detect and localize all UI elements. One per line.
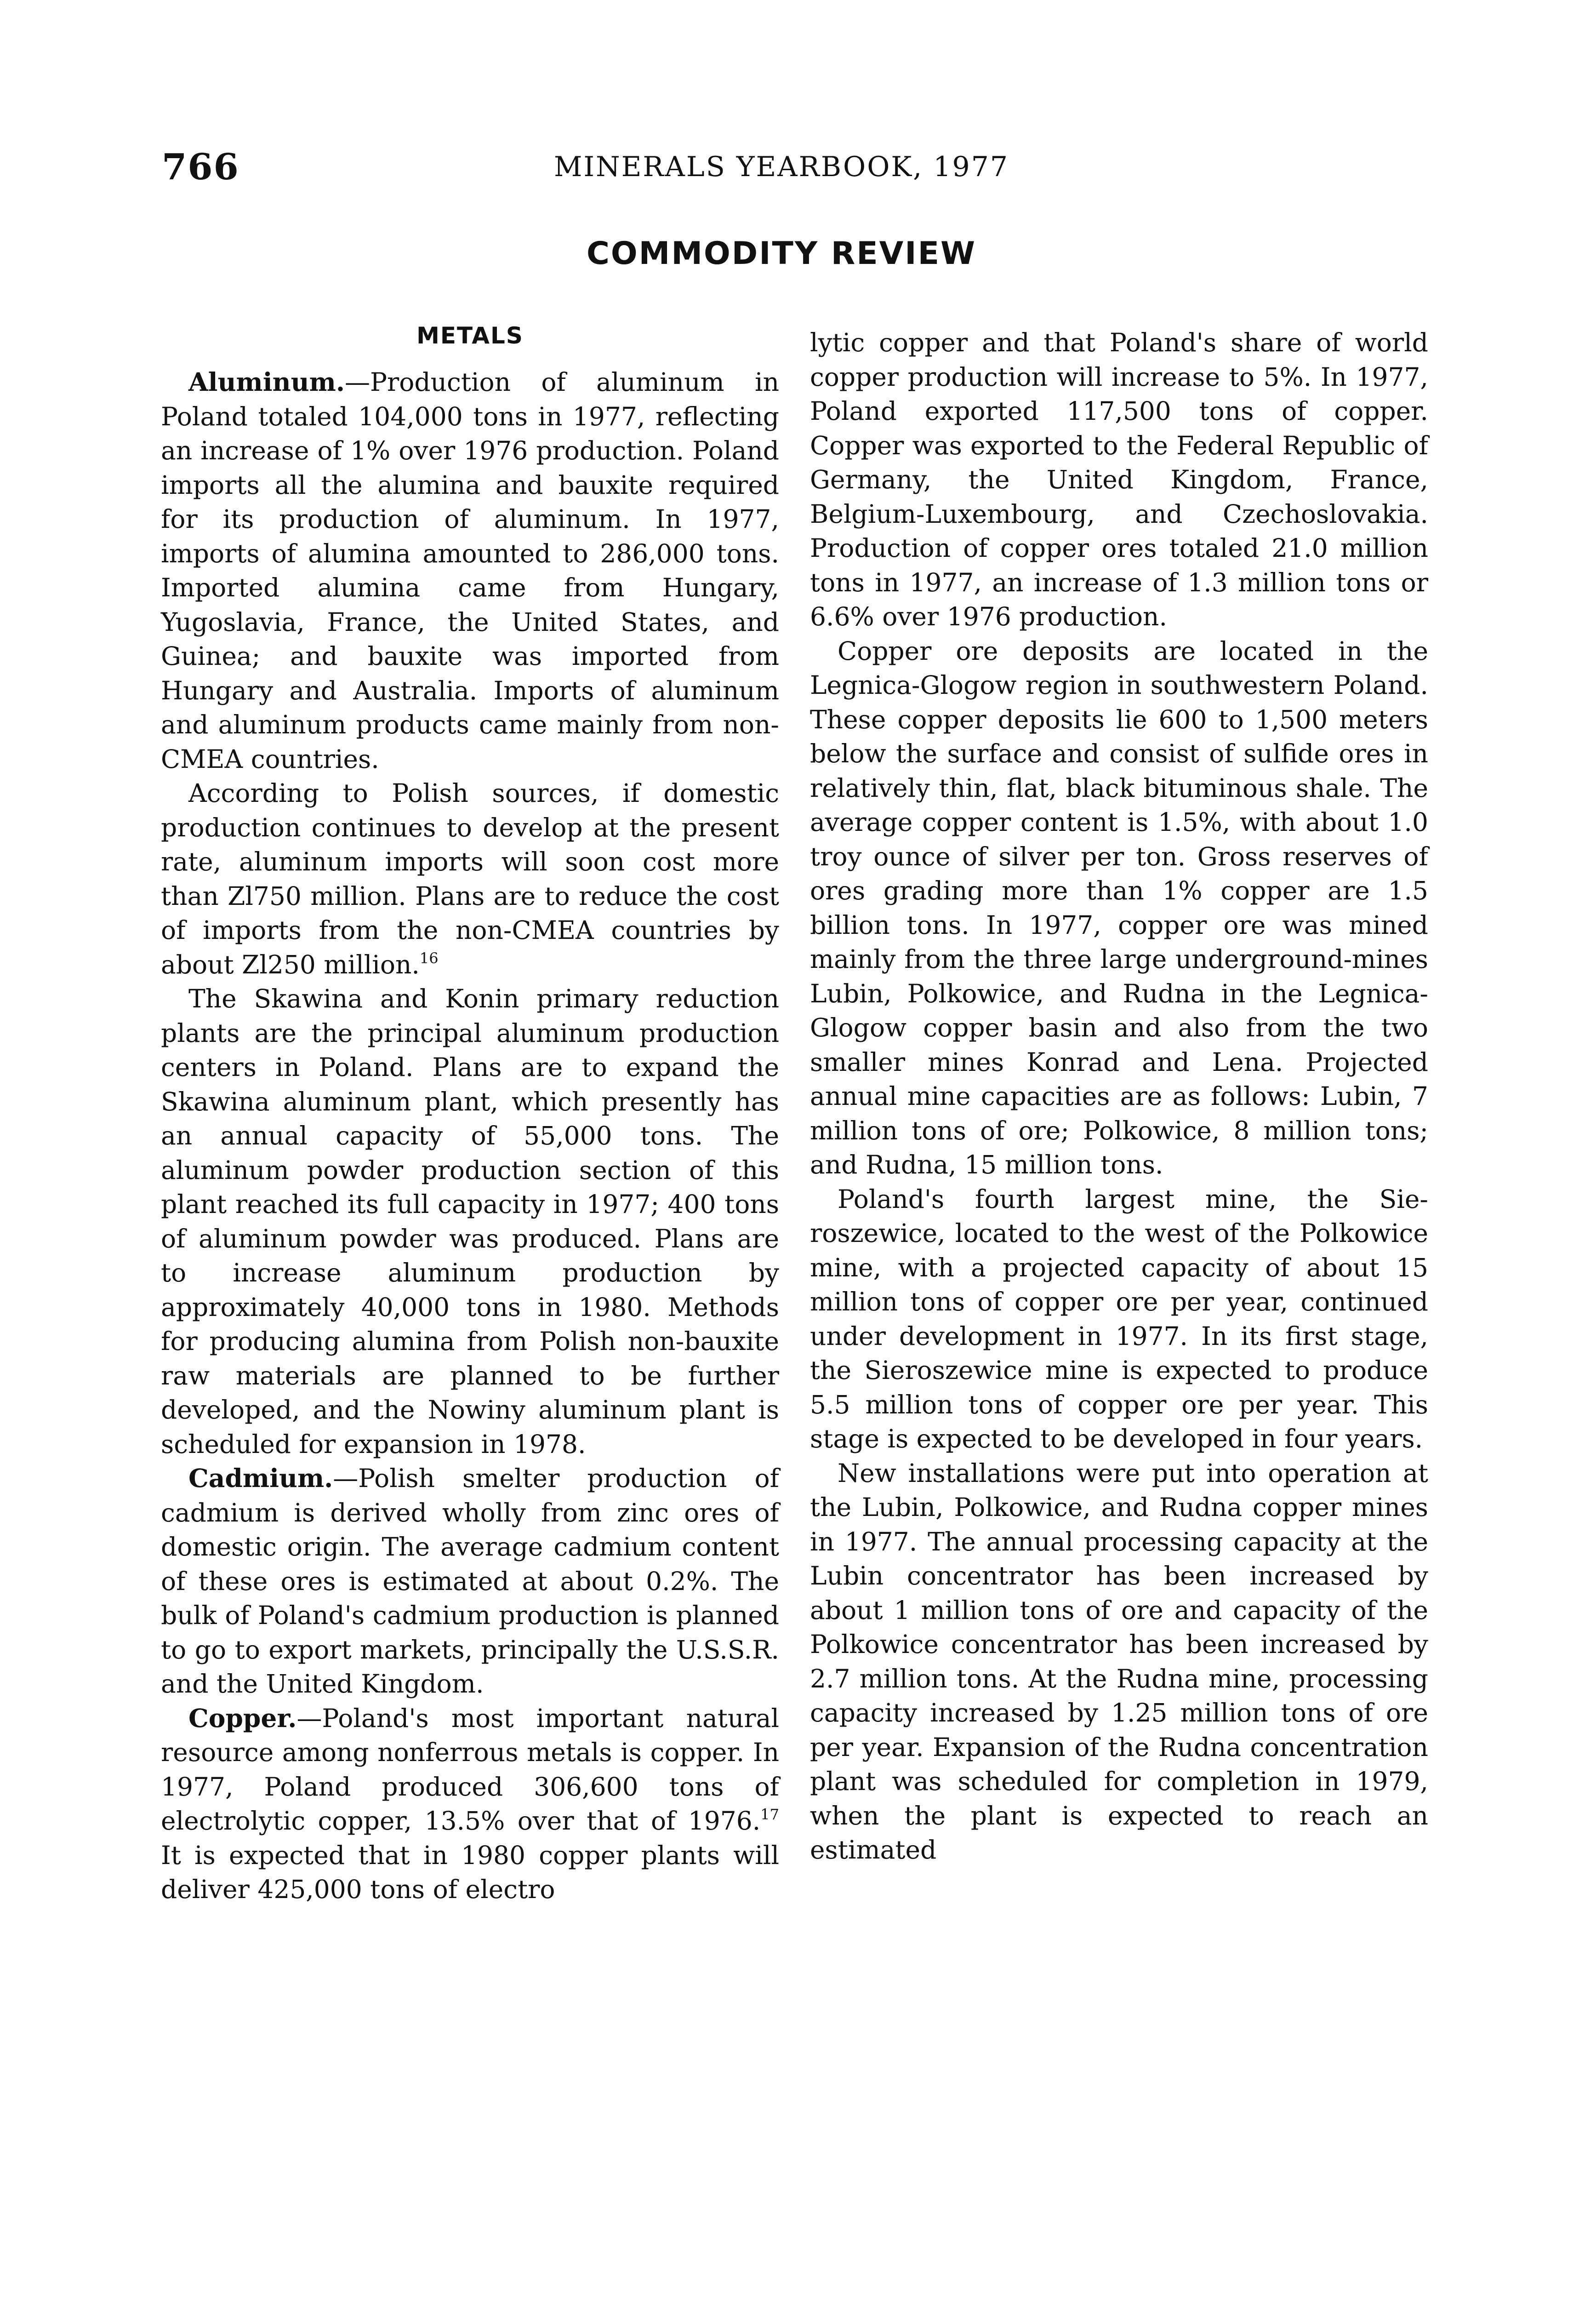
footnote-ref-17[interactable]: 17 [760, 1806, 779, 1823]
left-column [161, 322, 779, 1907]
copper-paragraph [161, 1701, 779, 1907]
page-number: 766 [162, 146, 239, 188]
running-head: MINERALS YEARBOOK, 1977 [553, 151, 1009, 183]
fourth-mine-paragraph: Poland's fourth largest mine, the Sieroszewice, located to the west of the Polkowice mine, with a projected capacity of about 15 million tons of copper ore per year, continued under development in 1977. In its first stage, the Sieroszewice mine is expected to produce 5.5 million tons of copper ore per year. This stage is expected to be developed in four years. [810, 1184, 1428, 1453]
cadmium-text: —Polish smelter production of cadmium is derived wholly from zinc ores of domestic origin. The average cadmium content of these ores is estimated at about 0.2%. The bulk of Poland's cadmium production is planned to go to export markets, principally the U.S.S.R. and the United Kingdom. [161, 1464, 779, 1699]
footnote-ref-16[interactable]: 16 [419, 949, 439, 967]
copper-lead: Copper. [188, 1703, 297, 1733]
skawina-text: The Skawina and Konin primary reduction plants are the principal aluminum production centers in Poland. Plans are to expand the Skawina aluminum plant, which presently has an annual capacity of 55,000 tons. The aluminum powder production section of this plant reached its full capacity in 1977; 400 tons of aluminum powder was produced. Plans are to increase aluminum production by approximately 40,000 tons in 1980. Methods for producing alumina from Polish non-bauxite raw materials are planned to be further developed, and the Nowiny aluminum plant is scheduled for expansion in 1978. [161, 984, 779, 1459]
copper-continued-paragraph: lytic copper and that Poland's share of world copper production will increase to 5%. In 1977, Poland exported 117,500 tons of copper. Copper was exported to the Federal Republic of Germany, the United Kingdom, France, Belgium-Luxembourg, and Czechoslovakia. Production of copper ores totaled 21.0 million tons in 1977, an increase of 1.3 million tons or 6.6% over 1976 production. [810, 328, 1428, 631]
skawina-paragraph [161, 982, 779, 1461]
deposits-paragraph: Copper ore deposits are located in the Legnica-Glogow region in southwestern Poland. These copper deposits lie 600 to 1,500 meters below the surface and consist of sulfide ores in relatively thin, flat, black bituminous shale. The average copper content is 1.5%, with about 1.0 troy ounce of silver per ton. Gross reserves of ores grading more than 1% copper are 1.5 billion tons. In 1977, copper ore was mined mainly from the three large underground-mines Lubin, Polkowice, and Rudna in the Legnica-Glogow copper basin and also from the two smaller mines Konrad and Lena. Projected annual mine capacities are as follows: Lubin, 7 million tons of ore; Polkowice, 8 million tons; and Rudna, 15 million tons. [810, 636, 1428, 1179]
copper-text-b: It is expected that in 1980 copper plants will deliver 425,000 tons of electro [161, 1840, 779, 1904]
aluminum-paragraph [161, 365, 779, 776]
aluminum-text: —Production of aluminum in Poland totaled 104,000 tons in 1977, reflecting an increase of 1% over 1976 production. Poland imports all the alumina and bauxite required for its production of aluminum. In 1977, imports of alumina amounted to 286,000 tons. Imported alumina came from Hungary, Yugoslavia, France, the United States, and Guinea; and bauxite was imported from Hungary and Australia. Imports of aluminum and aluminum products came mainly from non-CMEA countries. [161, 367, 779, 774]
aluminum-lead: Aluminum. [188, 367, 345, 397]
polish-sources-paragraph [161, 776, 779, 982]
cadmium-lead: Cadmium. [188, 1463, 333, 1493]
section-title: COMMODITY REVIEW [586, 235, 977, 272]
installations-paragraph: New installations were put into operation at the Lubin, Polkowice, and Rudna copper mines in 1977. The annual processing capacity at the Lubin concentrator has been increased by about 1 million tons of ore and capacity of the Polkowice concentrator has been increased by 2.7 million tons. At the Rudna mine, processing capacity increased by 1.25 million tons of ore per year. Expansion of the Rudna concentration plant was scheduled for completion in 1979, when the plant is expected to reach an estimated [810, 1458, 1428, 1864]
polish-sources-text: According to Polish sources, if domestic production continues to develop at the present rate, aluminum imports will soon cost more than Zl750 million. Plans are to reduce the cost of imports from the non-CMEA countries by about Zl250 million. [161, 778, 779, 979]
right-column [810, 326, 1428, 1867]
copper-text-a: —Poland's most important natural resource among nonferrous metals is copper. In 1977, Poland produced 306,600 tons of electrolytic copper, 13.5% over that of 1976. [161, 1703, 779, 1836]
cadmium-paragraph [161, 1461, 779, 1701]
metals-subhead: METALS [416, 322, 524, 349]
